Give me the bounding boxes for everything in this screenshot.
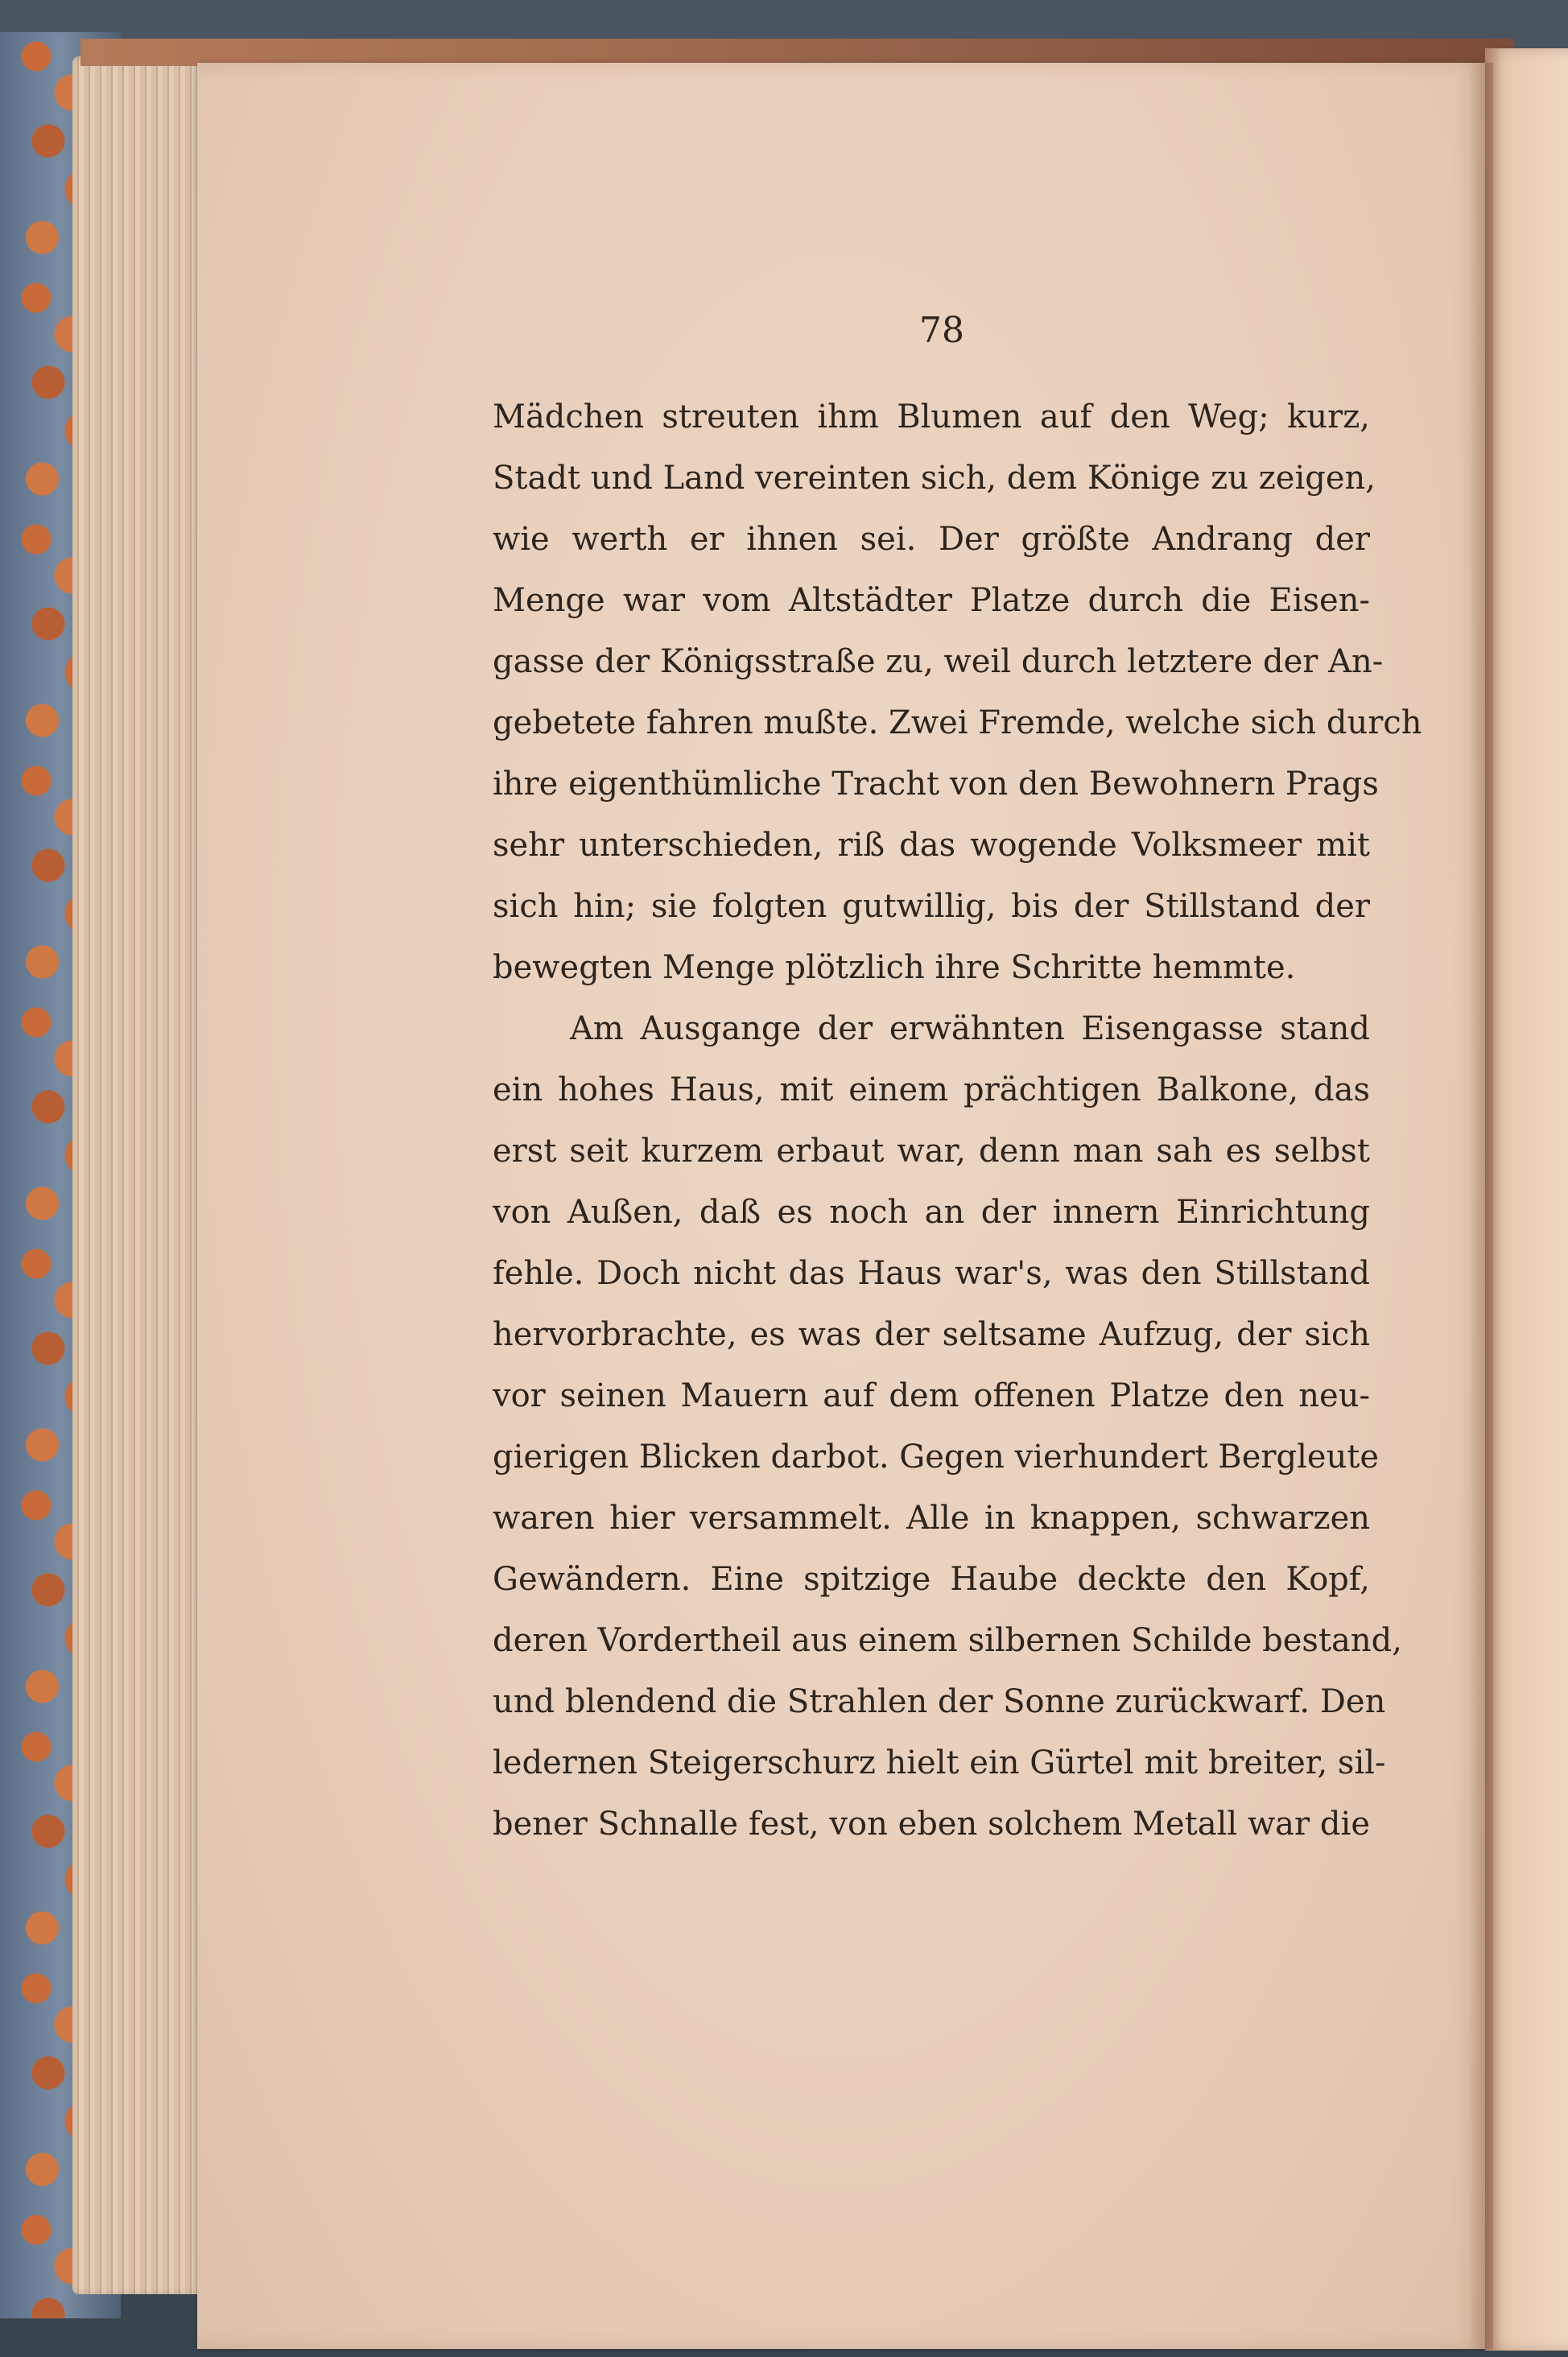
text-line: gebetete fahren mußte. Zwei Fremde, welche sich durch (493, 704, 1422, 741)
text-line: und blendend die Strahlen der Sonne zurückwarf. Den (493, 1683, 1386, 1720)
text-line: gierigen Blicken darbot. Gegen vierhundert Bergleute (493, 1439, 1380, 1476)
text-line: Am Ausgange der erwähnten Eisengasse stand (570, 1010, 1370, 1047)
text-line: ledernen Steigerschurz hielt ein Gürtel mit breiter, sil- (493, 1744, 1386, 1781)
body-text (493, 386, 1422, 1855)
text-line: Menge war vom Altstädter Platze durch die Eisen- (493, 582, 1370, 619)
text-line: bener Schnalle fest, von eben solchem Metall war die (493, 1806, 1370, 1843)
text-line: wie werth er ihnen sei. Der größte Andrang der (493, 521, 1370, 558)
text-line: Gewändern. Eine spitzige Haube deckte den Kopf, (493, 1561, 1370, 1598)
book-top-edge (80, 39, 1513, 66)
text-line: deren Vordertheil aus einem silbernen Schilde bestand, (493, 1622, 1402, 1659)
page-edges (72, 56, 201, 2294)
text-line: ihre eigenthümliche Tracht von den Bewohnern Prags (493, 766, 1379, 803)
text-line: von Außen, daß es noch an der innern Einrichtung (493, 1194, 1370, 1231)
text-line: Mädchen streuten ihm Blumen auf den Weg; kurz, (493, 398, 1370, 435)
text-line: hervorbrachte, es was der seltsame Aufzug, der sich (493, 1316, 1370, 1353)
text-line: gasse der Königsstraße zu, weil durch letztere der An- (493, 643, 1384, 680)
text-line: bewegten Menge plötzlich ihre Schritte hemmte. (493, 949, 1296, 986)
text-line: vor seinen Mauern auf dem offenen Platze den neu- (493, 1377, 1370, 1414)
text-line: erst seit kurzem erbaut war, denn man sah es selbst (493, 1133, 1370, 1170)
page-number: 78 (919, 310, 964, 351)
text-line: Stadt und Land vereinten sich, dem Könige zu zeigen, (493, 460, 1376, 497)
facing-page-edge (1485, 48, 1568, 2351)
text-line: fehle. Doch nicht das Haus war's, was den Stillstand (493, 1255, 1370, 1292)
page-gutter (1469, 63, 1493, 2349)
text-line: sehr unterschieden, riß das wogende Volksmeer mit (493, 827, 1370, 864)
text-line: waren hier versammelt. Alle in knappen, schwarzen (493, 1500, 1370, 1537)
text-line: ein hohes Haus, mit einem prächtigen Balkone, das (493, 1071, 1370, 1108)
text-line: sich hin; sie folgten gutwillig, bis der Stillstand der (493, 888, 1370, 925)
